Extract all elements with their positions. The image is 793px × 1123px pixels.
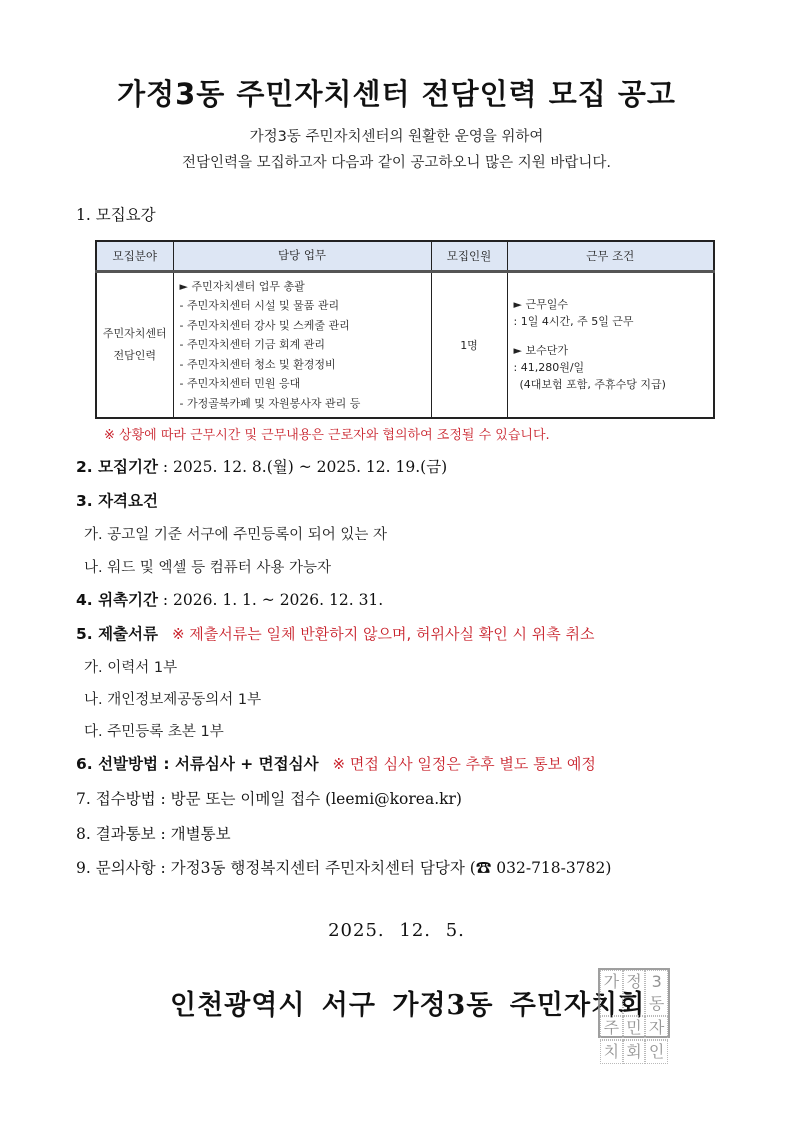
- section-5-note: ※ 제출서류는 일체 반환하지 않으며, 허위사실 확인 시 위촉 취소: [171, 625, 595, 643]
- seal-char: 치: [600, 1040, 623, 1064]
- intro-line-1: 가정3동 주민자치센터의 원활한 운영을 위하여: [249, 129, 544, 145]
- duty-item: - 주민자치센터 민원 응대: [179, 377, 301, 390]
- field-line-2: 전담인력: [113, 348, 156, 362]
- section-7-value: : 방문 또는 이메일 접수 (leemi@korea.kr): [155, 790, 462, 808]
- document-item: 다. 주민등록 초본 1부: [84, 724, 224, 740]
- section-7: [76, 787, 462, 809]
- cell-headcount: 1명: [431, 271, 507, 418]
- section-7-heading: 7. 접수방법: [76, 790, 156, 808]
- section-5: [76, 622, 594, 644]
- seal-char: 3동: [645, 970, 668, 1016]
- section-6-note: ※ 면접 심사 일정은 추후 별도 통보 예정: [332, 755, 596, 773]
- section-3: [76, 489, 158, 511]
- intro-text: [0, 124, 793, 176]
- section-8: [76, 822, 231, 844]
- section-6: [76, 752, 596, 774]
- section-3-heading: 3. 자격요건: [76, 492, 158, 510]
- duty-item: - 가정골북카페 및 자원봉사자 관리 등: [179, 396, 361, 410]
- page-title: 가정3동 주민자치센터 전담인력 모집 공고: [117, 77, 676, 111]
- seal-char: 주: [600, 1016, 623, 1040]
- section-2-heading: 2. 모집기간: [76, 458, 158, 476]
- document-item: 나. 개인정보제공동의서 1부: [84, 692, 262, 708]
- cell-field: [96, 271, 173, 418]
- duty-item: - 주민자치센터 청소 및 환경정비: [179, 357, 336, 371]
- organization-name: 인천광역시 서구 가정3동 주민자치회: [170, 990, 646, 1021]
- pay-label: ► 보수단가: [513, 344, 568, 358]
- qualification-item: 나. 워드 및 엑셀 등 컴퓨터 사용 가능자: [84, 560, 331, 576]
- header-field: 모집분야: [96, 241, 173, 271]
- section-8-value: : 개별통보: [155, 825, 231, 843]
- seal-char: 가: [600, 970, 623, 1016]
- section-6-value: : 서류심사 + 면접심사: [157, 755, 319, 773]
- table-note: ※ 상황에 따라 근무시간 및 근무내용은 근로자와 협의하여 조정될 수 있습니다.: [104, 428, 550, 443]
- seal-char: 민: [623, 1016, 646, 1040]
- section-9-value: : 가정3동 행정복지센터 주민자치센터 담당자 (☎ 032-718-3782): [155, 859, 612, 877]
- qualification-item: 가. 공고일 기준 서구에 주민등록이 되어 있는 자: [84, 527, 388, 543]
- pay-note: (4대보험 포함, 주휴수당 지급): [519, 378, 666, 392]
- cell-conditions: [507, 271, 714, 418]
- section-1-heading: [76, 203, 156, 225]
- seal-char: 자: [645, 1016, 668, 1040]
- section-8-heading: 8. 결과통보: [76, 825, 156, 843]
- field-line-1: 주민자치센터: [102, 326, 167, 340]
- section-5-heading: 5. 제출서류: [76, 625, 158, 643]
- header-duties: 담당 업무: [173, 241, 431, 271]
- workdays-label: ► 근무일수: [513, 298, 568, 312]
- duty-item: - 주민자치센터 기금 회계 관리: [179, 338, 325, 351]
- section-6-heading: 6. 선발방법: [76, 755, 158, 773]
- header-conditions: 근무 조건: [507, 241, 714, 271]
- duty-item: - 주민자치센터 시설 및 물품 관리: [179, 299, 340, 312]
- seal-char: 정: [623, 970, 646, 1016]
- recruitment-table: [95, 240, 715, 419]
- section-4: [76, 588, 383, 610]
- section-9: [76, 856, 611, 878]
- duty-item: - 주민자치센터 강사 및 스케줄 관리: [179, 318, 350, 332]
- table-header-row: [96, 241, 714, 271]
- document-item: 가. 이력서 1부: [84, 660, 178, 676]
- announcement-date: 2025. 12. 5.: [328, 920, 465, 941]
- table-row: [96, 271, 714, 418]
- official-seal-icon: [598, 968, 670, 1061]
- section-2-value: : 2025. 12. 8.(월) ~ 2025. 12. 19.(금): [157, 458, 448, 476]
- header-headcount: 모집인원: [431, 241, 507, 271]
- seal-char: 회: [623, 1040, 646, 1064]
- section-1-title: 1. 모집요강: [76, 206, 156, 224]
- duty-item: ► 주민자치센터 업무 총괄: [179, 279, 305, 293]
- section-9-heading: 9. 문의사항: [76, 859, 156, 877]
- section-2: [76, 455, 447, 477]
- intro-line-2: 전담인력을 모집하고자 다음과 같이 공고하오니 많은 지원 바랍니다.: [181, 155, 612, 171]
- section-4-value: : 2026. 1. 1. ~ 2026. 12. 31.: [157, 591, 384, 609]
- pay-value: : 41,280원/일: [513, 361, 585, 375]
- seal-char: 인: [645, 1040, 668, 1064]
- workdays-value: : 1일 4시간, 주 5일 근무: [513, 315, 634, 329]
- section-4-heading: 4. 위촉기간: [76, 591, 158, 609]
- cell-duties: [173, 271, 431, 418]
